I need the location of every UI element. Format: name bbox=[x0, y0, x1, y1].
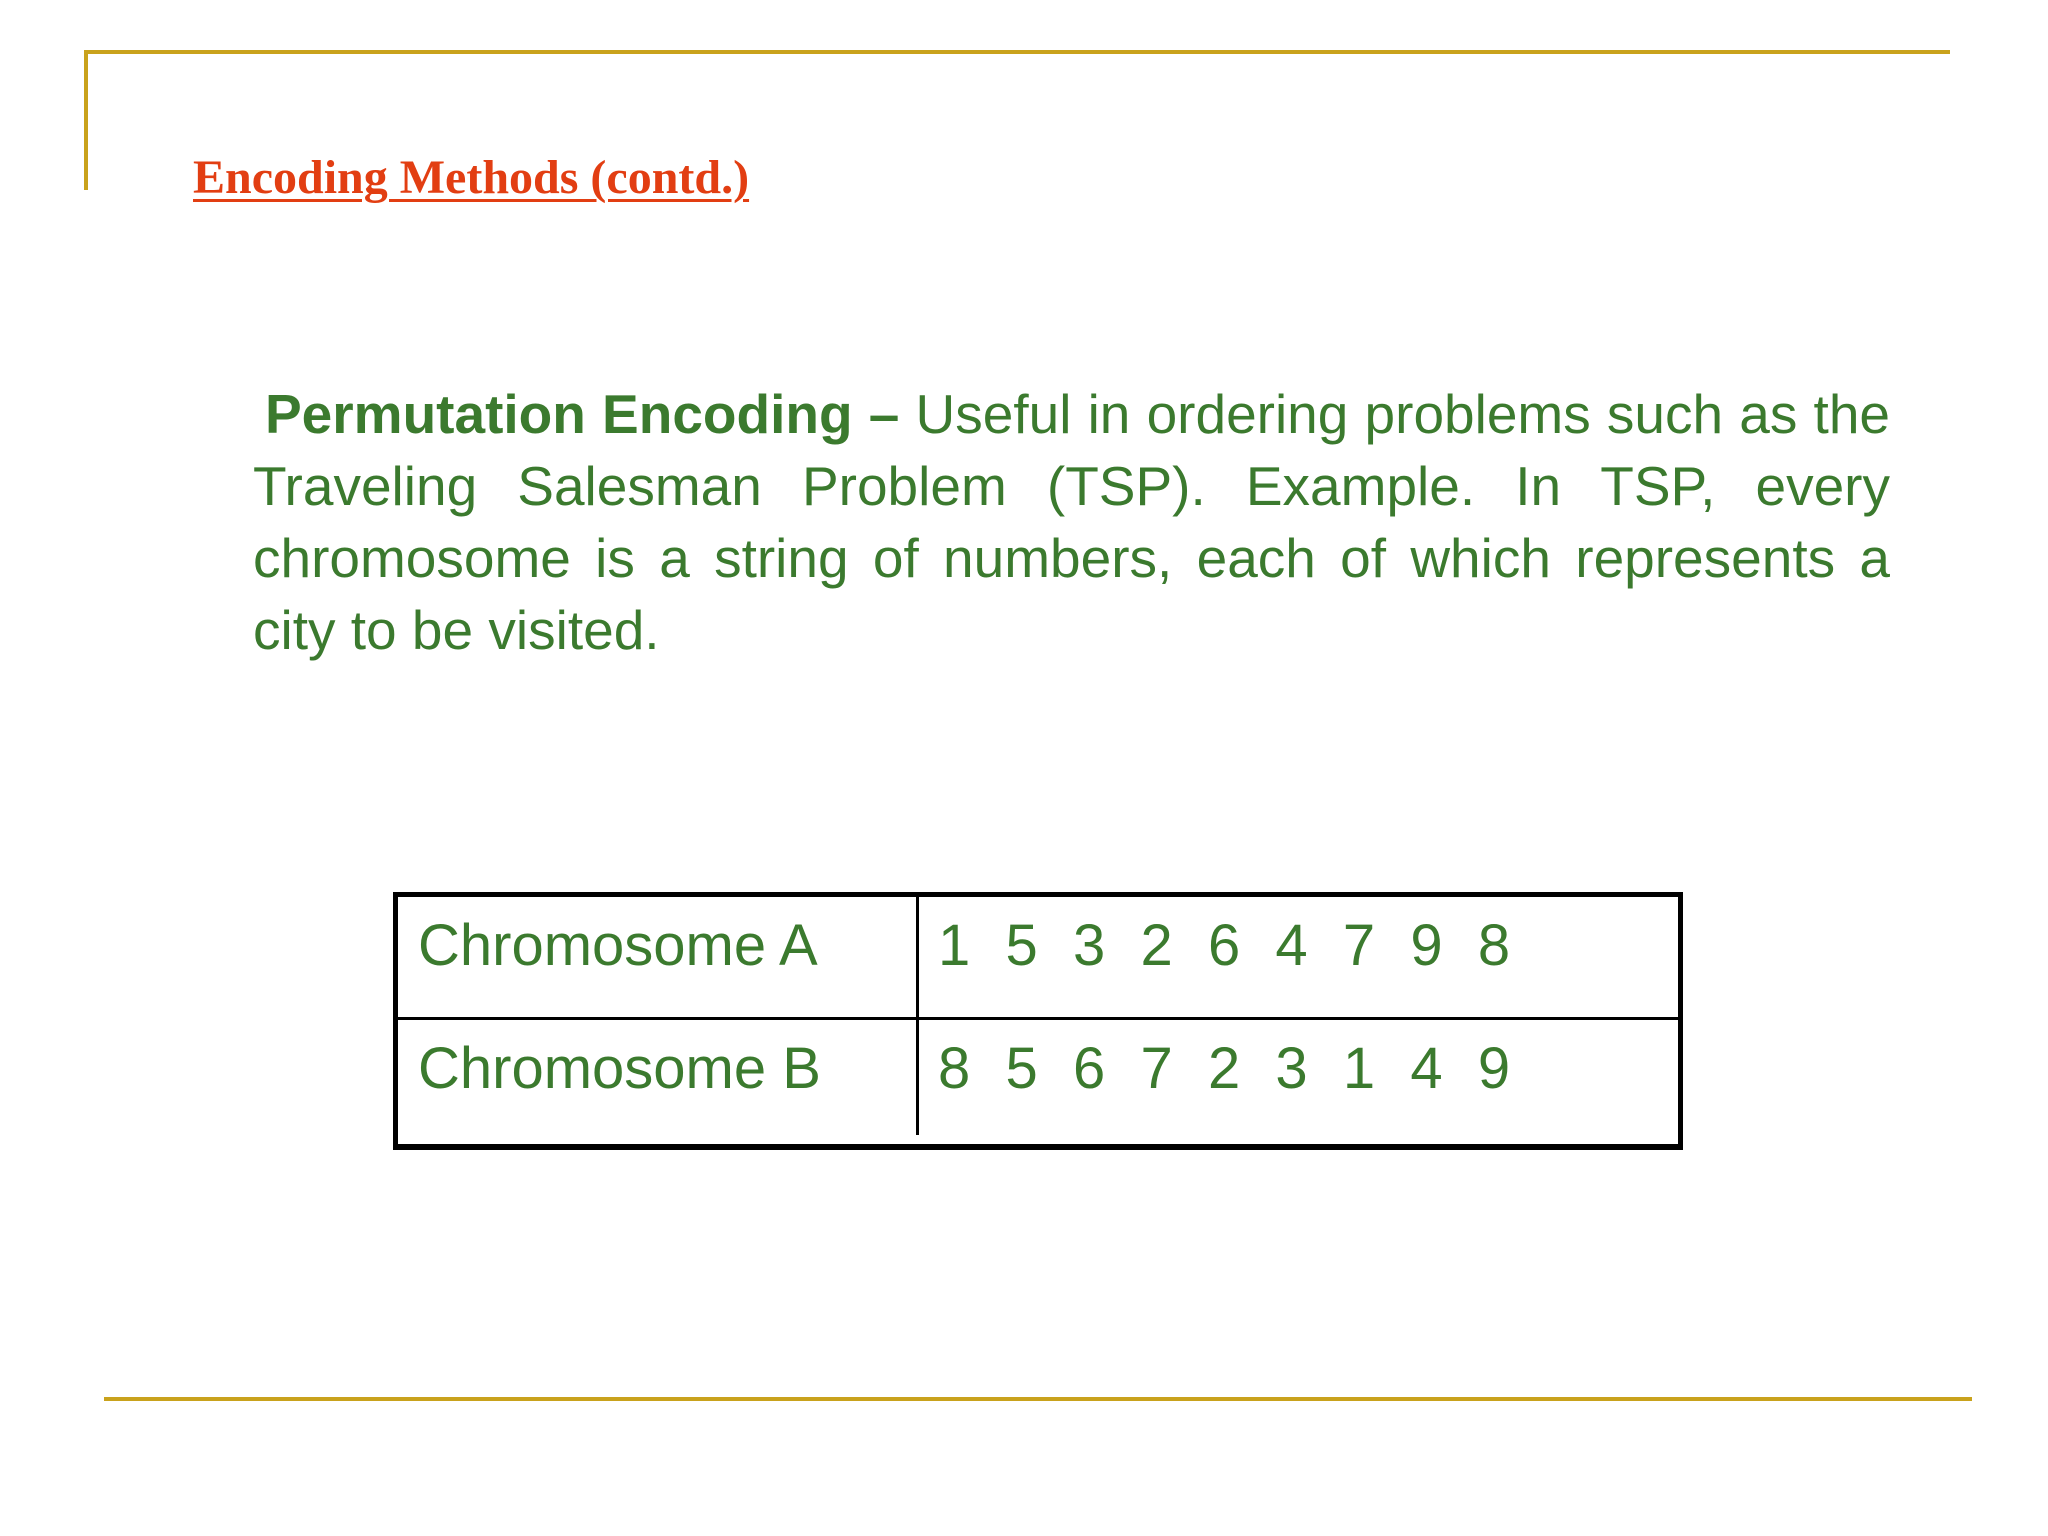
bottom-accent-rule bbox=[104, 1397, 1972, 1401]
chromosome-label: Chromosome A bbox=[418, 913, 818, 978]
body-lead-term: Permutation Encoding – bbox=[265, 383, 900, 445]
body-description: Useful in ordering problems such as the Traveling Salesman Problem (TSP). Example. In TSP, every chromosome is a string of numbers, each of which represents a city to be visited. bbox=[253, 383, 1890, 661]
chromosome-label: Chromosome B bbox=[418, 1036, 821, 1101]
chromosome-table bbox=[393, 892, 1683, 1150]
chromosome-genes: 1 5 3 2 6 4 7 9 8 bbox=[938, 913, 1512, 978]
slide-title: Encoding Methods (contd.) bbox=[193, 151, 750, 204]
left-accent-rule bbox=[84, 50, 88, 190]
table-row bbox=[398, 1020, 1678, 1140]
table-row bbox=[398, 897, 1678, 1020]
chromosome-genes: 8 5 6 7 2 3 1 4 9 bbox=[938, 1036, 1512, 1101]
top-accent-rule bbox=[84, 50, 1950, 54]
table-column-divider bbox=[916, 892, 919, 1135]
slide-body-text bbox=[253, 378, 1890, 666]
